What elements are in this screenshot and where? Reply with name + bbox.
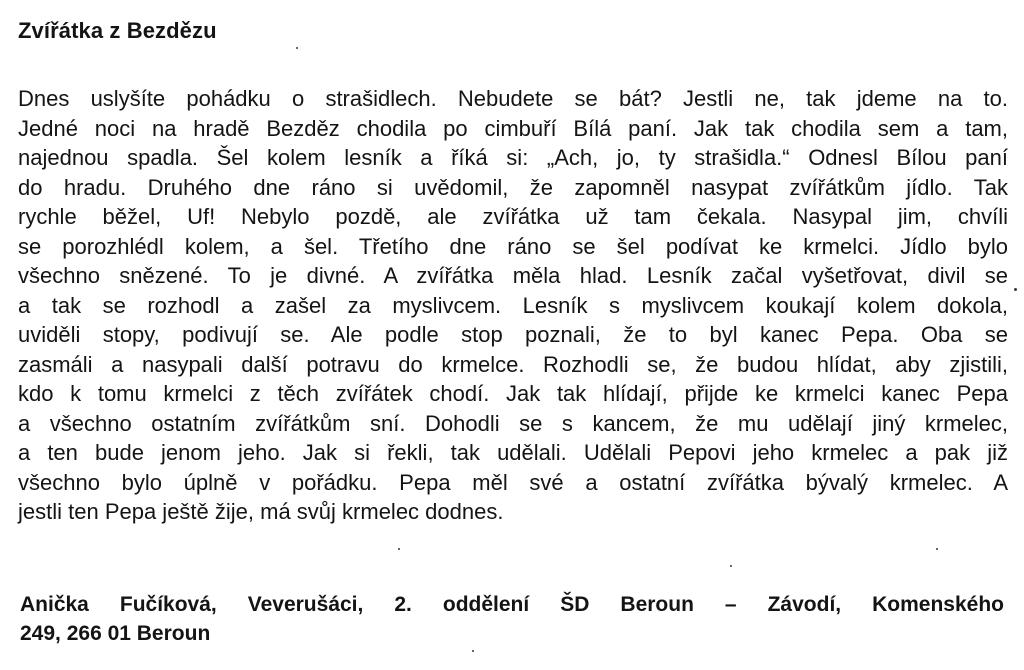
story-title: Zvířátka z Bezdězu: [18, 18, 217, 43]
story-line: rychle běžel, Uf! Nebylo pozdě, ale zvířátka už tam čekala. Nasypal jim, chvíli: [18, 204, 1008, 229]
story-line: najednou spadla. Šel kolem lesník a říká si: „Ach, jo, ty strašidla.“ Odnesl Bílou paní: [18, 145, 1008, 170]
author-line: 249, 266 01 Beroun: [20, 622, 211, 645]
story-text: [18, 84, 1008, 527]
story-line: uviděli stopy, podivují se. Ale podle stop poznali, že to byl kanec Pepa. Oba se: [18, 322, 1008, 347]
story-line: Jedné noci na hradě Bezděz chodila po cimbuří Bílá paní. Jak tak chodila sem a tam,: [18, 115, 1008, 141]
story-line: všechno bylo úplně v pořádku. Pepa měl své a ostatní zvířátka bývalý krmelec. A: [18, 469, 1008, 495]
scan-speck: [296, 47, 298, 49]
story-line: jestli ten Pepa ještě žije, má svůj krmelec dodnes.: [18, 499, 504, 524]
scan-speck: [1014, 288, 1017, 291]
story-line: a tak se rozhodl a zašel za myslivcem. Lesník s myslivcem koukají kolem dokola,: [18, 292, 1008, 318]
story-line: zasmáli a nasypali další potravu do krmelce. Rozhodli se, že budou hlídat, aby zjistili,: [18, 351, 1008, 377]
story-line: a všechno ostatním zvířátkům sní. Dohodli se s kancem, že mu udělají jiný krmelec,: [18, 410, 1008, 436]
story-line: všechno snězené. To je divné. A zvířátka měla hlad. Lesník začal vyšetřovat, divil se: [18, 263, 1008, 288]
scan-speck: [398, 548, 400, 550]
story-line: a ten bude jenom jeho. Jak si řekli, tak udělali. Udělali Pepovi jeho krmelec a pak již: [18, 440, 1008, 465]
story-line: do hradu. Druhého dne ráno si uvědomil, že zapomněl nasypat zvířátkům jídlo. Tak: [18, 174, 1008, 200]
story-line: kdo k tomu krmelci z těch zvířátek chodí. Jak tak hlídají, přijde ke krmelci kanec Pepa: [18, 381, 1008, 406]
story-line: Dnes uslyšíte pohádku o strašidlech. Nebudete se bát? Jestli ne, tak jdeme na to.: [18, 86, 1008, 111]
scan-speck: [936, 548, 938, 550]
scan-speck: [472, 650, 474, 652]
author-signature: [20, 590, 1004, 648]
scan-speck: [730, 565, 732, 567]
story-line: se porozhlédl kolem, a šel. Třetího dne ráno se šel podívat ke krmelci. Jídlo bylo: [18, 233, 1008, 259]
author-line: Anička Fučíková, Veverušáci, 2. oddělení ŠD Beroun – Závodí, Komenského: [20, 593, 1004, 616]
